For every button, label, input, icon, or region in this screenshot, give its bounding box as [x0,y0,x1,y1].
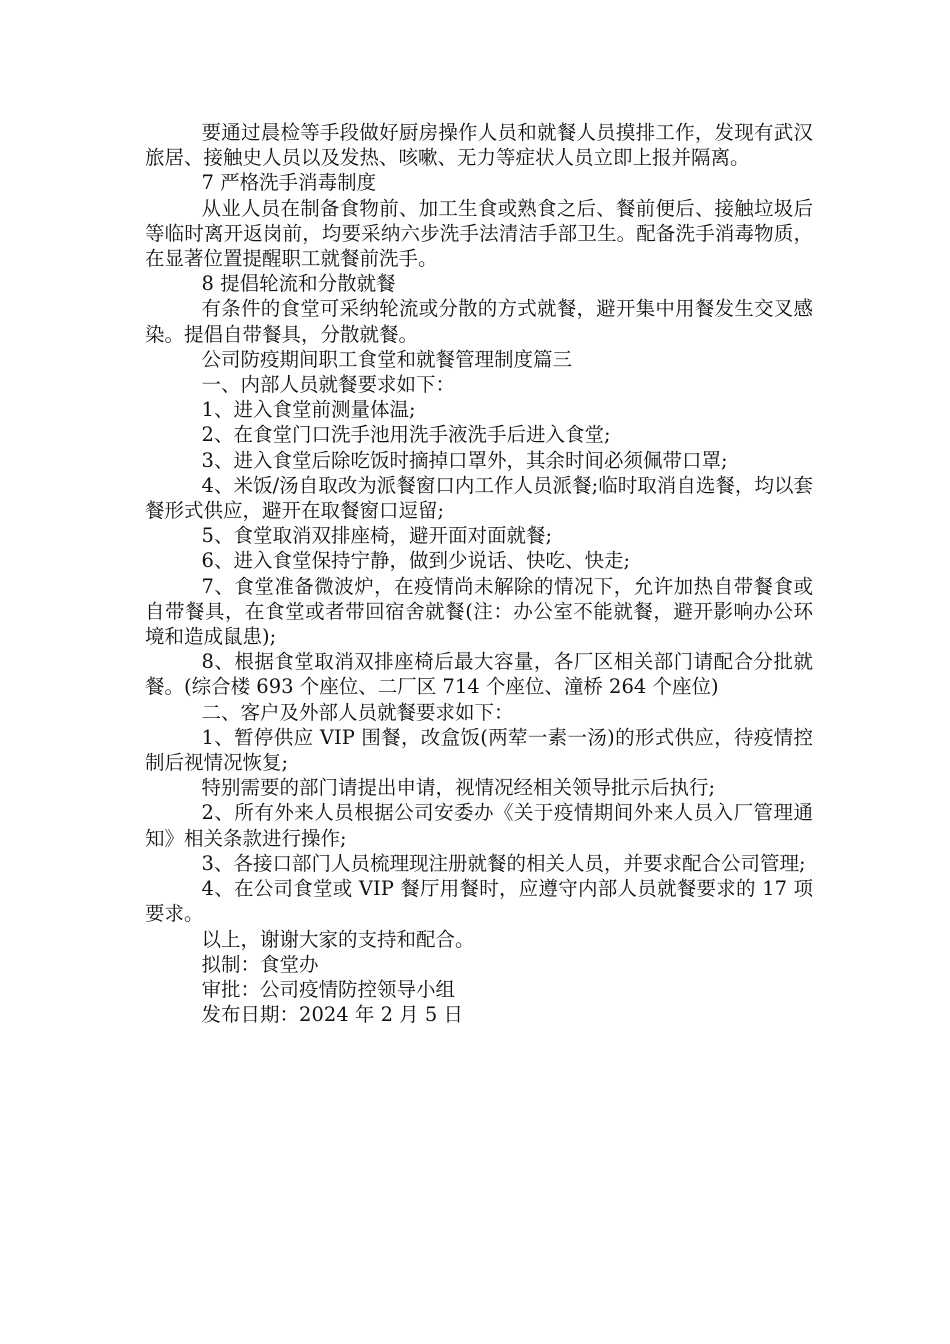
paragraph-handwashing: 从业人员在制备食物前、加工生食或熟食之后、餐前便后、接触垃圾后等临时离开返岗前，均要采纳六步洗手法清洁手部卫生。配备洗手消毒物质，在显著位置提醒职工就餐前洗手。 [145,196,813,271]
external-special-request: 特别需要的部门请提出申请，视情况经相关领导批示后执行; [201,776,716,800]
external-item-4: 4、在公司食堂或 VIP 餐厅用餐时，应遵守内部人员就餐要求的 17 项要求。 [145,877,813,926]
internal-item-2: 2、在食堂门口洗手池用洗手液洗手后进入食堂; [201,423,611,447]
internal-item-1: 1、进入食堂前测量体温; [201,398,416,422]
drafted-by: 拟制：食堂办 [201,952,319,976]
external-item-1: 1、暂停供应 VIP 围餐，改盒饭(两荤一素一汤)的形式供应，待疫情控制后视情况恢复; [145,725,813,775]
internal-item-8: 8、根据食堂取消双排座椅后最大容量，各厂区相关部门请配合分批就餐。(综合楼 693 个座位、二厂区 714 个座位、潼桥 264 个座位) [145,650,813,699]
paragraph-morning-check: 要通过晨检等手段做好厨房操作人员和就餐人员摸排工作，发现有武汉旅居、接触史人员以及发热、咳嗽、无力等症状人员立即上报并隔离。 [145,121,813,170]
paragraph-rotation-dining: 有条件的食堂可采纳轮流或分散的方式就餐，避开集中用餐发生交叉感染。提倡自带餐具，分散就餐。 [145,297,813,346]
heading-internal-requirements: 一、内部人员就餐要求如下： [201,373,456,397]
external-item-2: 2、所有外来人员根据公司安委办《关于疫情期间外来人员入厂管理通知》相关条款进行操作; [145,801,813,850]
internal-item-6: 6、进入食堂保持宁静，做到少说话、快吃、快走; [201,549,631,573]
internal-item-3: 3、进入食堂后除吃饭时摘掉口罩外，其余时间必须佩带口罩; [201,448,728,472]
section-title-part-three: 公司防疫期间职工食堂和就餐管理制度篇三 [201,347,573,371]
external-item-3: 3、各接口部门人员梳理现注册就餐的相关人员，并要求配合公司管理; [201,851,806,875]
internal-item-5: 5、食堂取消双排座椅，避开面对面就餐; [201,524,553,548]
approved-by: 审批：公司疫情防控领导小组 [201,977,456,1001]
internal-item-4: 4、米饭/汤自取改为派餐窗口内工作人员派餐;临时取消自选餐，均以套餐形式供应，避开在取餐窗口逗留; [145,473,813,523]
heading-rotation-dining: 8 提倡轮流和分散就餐 [201,272,396,296]
closing-thanks: 以上，谢谢大家的支持和配合。 [201,927,475,951]
document-body [145,120,813,1027]
internal-item-7: 7、食堂准备微波炉，在疫情尚未解除的情况下，允许加热自带餐食或自带餐具，在食堂或者带回宿舍就餐(注：办公室不能就餐，避开影响办公环境和造成鼠患); [145,574,813,649]
heading-handwashing: 7 严格洗手消毒制度 [201,171,377,195]
publish-date: 发布日期：2024 年 2 月 5 日 [201,1003,463,1027]
heading-external-requirements: 二、客户及外部人员就餐要求如下： [201,700,514,724]
